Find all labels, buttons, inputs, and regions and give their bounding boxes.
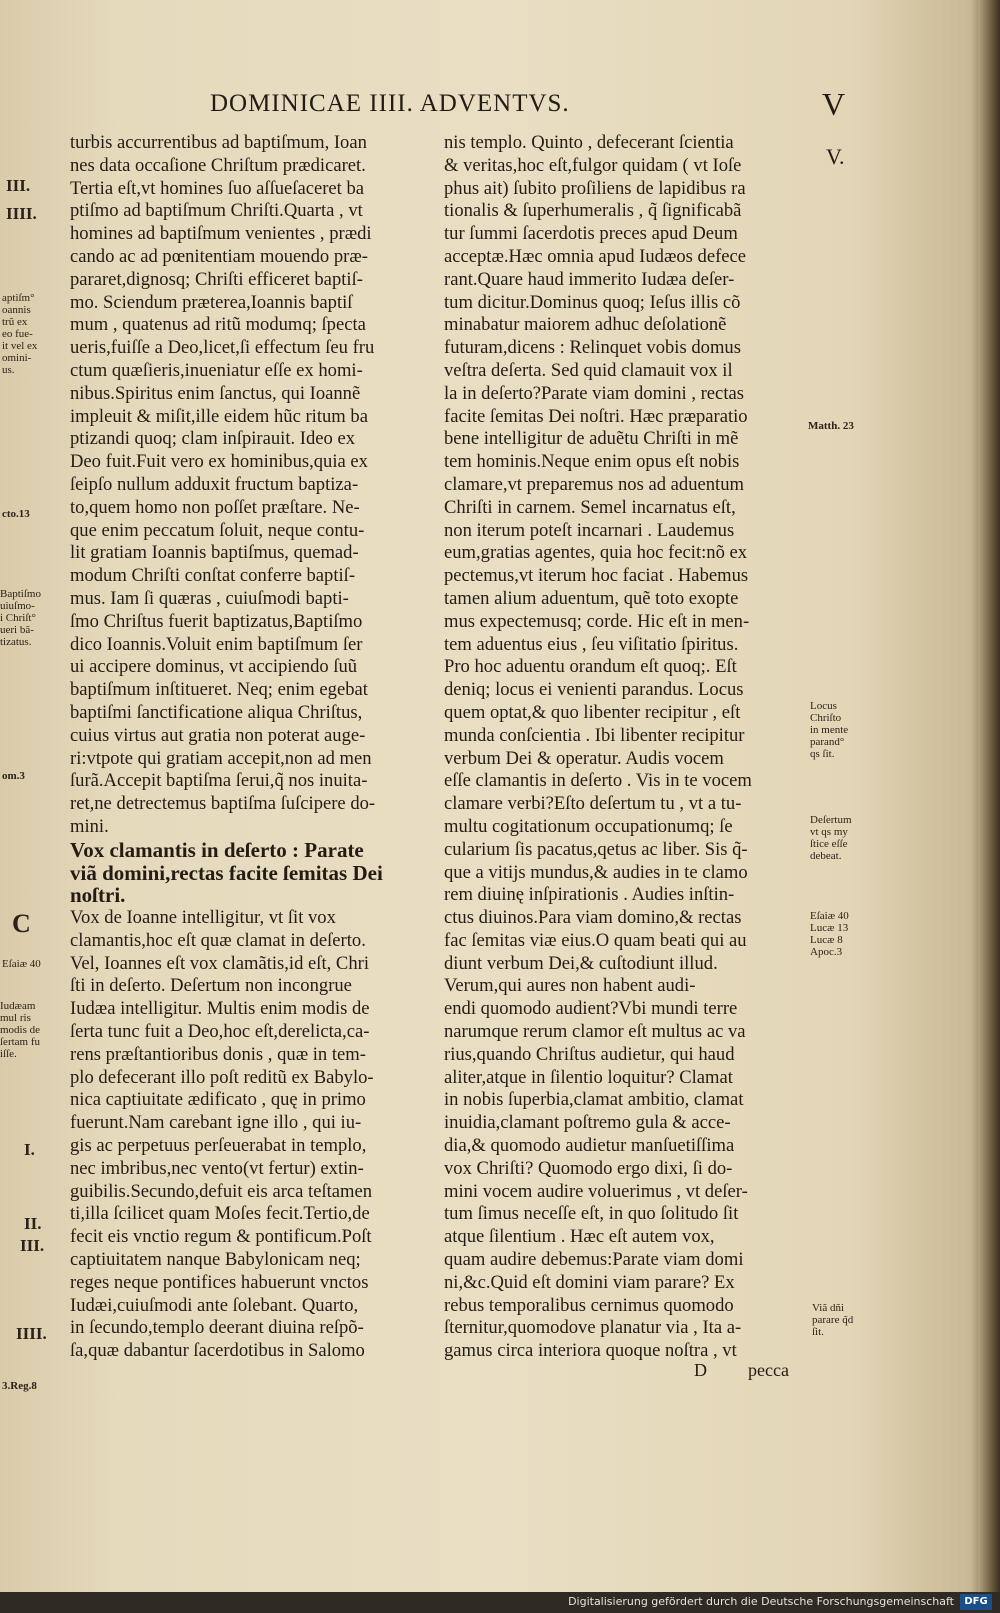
text-line: bene intelligitur de aduẽtu Chriſti in mẽ bbox=[444, 428, 739, 450]
text-line: Verum,qui aures non habent audi- bbox=[444, 975, 696, 997]
text-line: verbum Dei & operatur. Audis vocem bbox=[444, 747, 724, 769]
text-line: ſternitur,quomodove planatur via , Ita a- bbox=[444, 1317, 742, 1339]
text-line: aliter,atque in ſilentio loquitur? Clamat bbox=[444, 1066, 733, 1088]
margin-note-line: Deſertum bbox=[810, 814, 852, 826]
text-line: munda conſcientia . Ibi libenter recipitur bbox=[444, 724, 745, 746]
margin-note-acto: cto.13 bbox=[2, 508, 30, 520]
text-line: baptiſmum inſtitueret. Neq; enim egebat bbox=[70, 679, 368, 701]
text-line: Vel, Ioannes eſt vox clamãtis,id eſt, Chri bbox=[70, 952, 369, 974]
text-line: Iudæi,cuiuſmodi ante ſolebant. Quarto, bbox=[70, 1294, 359, 1316]
margin-numeral-3b: III. bbox=[20, 1236, 45, 1255]
text-line: minabatur maiorem adhuc deſolationẽ bbox=[444, 314, 727, 336]
margin-note-line: i Chriſt° bbox=[0, 612, 36, 624]
text-line: ret,ne detrectemus baptiſma ſuſcipere do- bbox=[70, 793, 376, 815]
text-line: clamantis,hoc eſt quæ clamat in deſerto. bbox=[70, 929, 366, 951]
text-line: ueris,fuiſſe a Deo,licet,ſi effectum ſeu fru bbox=[70, 337, 375, 359]
text-line: homines ad baptiſmum venientes , prædi bbox=[70, 223, 372, 245]
text-line: gamus circa interiora quoque noſtra , vt bbox=[444, 1340, 737, 1362]
text-line: fecit eis vnctio regum & pontificum.Poſt bbox=[70, 1226, 372, 1248]
text-line: Pro hoc aduentu orandum eſt quoq;. Eſt bbox=[444, 656, 737, 678]
text-line: viã domini,rectas facite ſemitas Dei bbox=[70, 861, 383, 885]
margin-note-line: ſtice eſſe bbox=[810, 838, 848, 850]
text-line: captiuitatem nanque Babylonicam neq; bbox=[70, 1249, 361, 1271]
margin-note-line: parare q̃d bbox=[812, 1314, 854, 1326]
text-line: inuidia,clamant poſtremo gula & acce- bbox=[444, 1112, 731, 1134]
text-line: nis templo. Quinto , defecerant ſcientia bbox=[444, 132, 734, 153]
text-line: to,quem homo non poſſet præſtare. Ne- bbox=[70, 496, 360, 518]
text-line: ti,illa ſcilicet quam Moſes fecit.Tertio,de bbox=[70, 1203, 370, 1225]
text-line: atque ſilentium . Hæc eſt autem vox, bbox=[444, 1226, 715, 1248]
text-line: Vox clamantis in deſerto : Parate bbox=[70, 838, 364, 862]
margin-note-line: Iudæam bbox=[0, 1000, 36, 1012]
text-line: ui accipere dominus, vt accipiendo ſuũ bbox=[70, 656, 358, 678]
text-line: tem hominis.Neque enim opus eſt nobis bbox=[444, 451, 740, 473]
text-line: que a vitijs mundus,& audies in te clamo bbox=[444, 861, 748, 883]
margin-note-line: ſit. bbox=[812, 1326, 824, 1338]
text-line: deniq; locus ei venienti parandus. Locus bbox=[444, 679, 744, 701]
text-line: clamare,vt preparemus nos ad aduentum bbox=[444, 473, 744, 495]
text-line: baptiſmi ſanctificatione aliqua Chriſtus, bbox=[70, 701, 363, 723]
text-line: in ſecundo,templo deerant diuina reſpõ- bbox=[70, 1317, 364, 1339]
text-line: turbis accurrentibus ad baptiſmum, Ioan bbox=[70, 132, 367, 153]
footer-credit: Digitalisierung gefördert durch die Deutsche Forschungsgemeinschaft bbox=[568, 1595, 954, 1608]
margin-note-line: iſſe. bbox=[0, 1048, 17, 1060]
text-line: mum , quatenus ad ritũ modumq; ſpecta bbox=[70, 314, 366, 336]
margin-note-matth: Matth. 23 bbox=[808, 420, 854, 432]
text-line: mo. Sciendum præterea,Ioannis baptiſ bbox=[70, 291, 353, 313]
margin-note-baptism bbox=[2, 292, 37, 376]
margin-note-line: it vel ex bbox=[2, 340, 38, 352]
text-line: endi quomodo audient?Vbi mundi terre bbox=[444, 998, 738, 1020]
margin-numeral-2: II. bbox=[24, 1214, 42, 1233]
margin-numeral-4: IIII. bbox=[6, 204, 37, 223]
text-line: ptiſmo ad baptiſmum Chriſti.Quarta , vt bbox=[70, 200, 363, 222]
text-line: guibilis.Secundo,defuit eis arca teſtamen bbox=[70, 1180, 373, 1202]
margin-note-line: Baptiſmo bbox=[0, 588, 41, 600]
margin-note-line: omini- bbox=[2, 352, 32, 364]
margin-note-desertum bbox=[810, 814, 852, 862]
text-line: Tertia eſt,vt homines ſuo aſſueſaceret ba bbox=[70, 177, 365, 199]
margin-note-line: uiuſmo- bbox=[0, 600, 35, 612]
text-line: ſurã.Accepit baptiſma ſerui,q̃ nos inuita- bbox=[70, 770, 368, 792]
text-line: ctum quæſieris,inueniatur eſſe ex homi- bbox=[70, 359, 363, 381]
text-line: eſſe clamantis in deſerto . Vis in te vocem bbox=[444, 770, 752, 792]
text-line: mini vocem audire voluerimus , vt deſer- bbox=[444, 1180, 748, 1202]
text-line: quam audire debemus:Parate viam domi bbox=[444, 1249, 744, 1271]
margin-note-line: parand° bbox=[810, 736, 845, 748]
text-line: lit gratiam Ioannis baptiſmus, quemad- bbox=[70, 542, 359, 564]
margin-note-line: eo fue- bbox=[2, 328, 33, 340]
text-line: nec imbribus,nec vento(vt fertur) extin- bbox=[70, 1157, 364, 1179]
text-line: pararet,dignosq; Chriſti efficeret baptiſ- bbox=[70, 268, 363, 290]
margin-note-line: ueri bã- bbox=[0, 624, 34, 636]
text-line: nica captiuitate ædificato , quę in primo bbox=[70, 1089, 366, 1111]
margin-note-line: Apoc.3 bbox=[810, 946, 843, 958]
margin-note-line: Chriſto bbox=[810, 712, 842, 724]
text-line: ſmo Chriſtus fuerit baptizatus,Baptiſmo bbox=[70, 610, 363, 632]
margin-note-line: Locus bbox=[810, 700, 837, 712]
margin-note-rom: om.3 bbox=[2, 770, 25, 782]
margin-note-line: vt qs my bbox=[810, 826, 848, 838]
text-line: in nobis ſuperbia,clamat ambitio, clamat bbox=[444, 1089, 744, 1111]
text-line: tamen alium aduentum, quẽ toto exopte bbox=[444, 587, 739, 609]
text-line: ctus diuinos.Para viam domino,& rectas bbox=[444, 907, 742, 929]
margin-section-letter: C bbox=[12, 909, 31, 938]
text-line: dia,& quomodo audietur manſuetiſſima bbox=[444, 1135, 735, 1157]
folio-sub-number: V. bbox=[826, 144, 845, 169]
catchword: pecca bbox=[748, 1360, 789, 1380]
text-line: modum Chriſti conſtat conferre baptiſ- bbox=[70, 565, 356, 587]
margin-note-baptism-christi bbox=[0, 588, 41, 648]
text-line: & veritas,hoc eſt,fulgor quidam ( vt Ioſe bbox=[444, 154, 742, 176]
margin-note-iudaea bbox=[0, 1000, 40, 1060]
text-line: eum,gratias agentes, quia hoc fecit:nõ ex bbox=[444, 542, 748, 564]
text-line: diunt verbum Dei,& cuſtodiunt illud. bbox=[444, 952, 718, 974]
signature-mark: D bbox=[694, 1360, 707, 1380]
text-line: pectemus,vt iterum hoc faciat . Habemus bbox=[444, 565, 749, 587]
margin-note-line: ſertam fu bbox=[0, 1036, 41, 1048]
text-line: rant.Quare haud immerito Iudæa deſer- bbox=[444, 268, 735, 290]
margin-note-line: modis de bbox=[0, 1024, 41, 1036]
margin-note-line: oannis bbox=[2, 304, 31, 316]
text-line: Chriſti in carnem. Semel incarnatus eſt, bbox=[444, 496, 736, 518]
text-line: reges neque pontifices habuerunt vnctos bbox=[70, 1271, 369, 1293]
text-line: rius,quando Chriſtus audietur, qui haud bbox=[444, 1043, 735, 1065]
text-line: fuerunt.Nam carebant igne illo , qui iu- bbox=[70, 1112, 362, 1134]
margin-note-line: Lucæ 13 bbox=[810, 922, 849, 934]
margin-note-line: Eſaiæ 40 bbox=[810, 910, 849, 922]
text-line: tem aduentus eius , ſeu viſitatio ſpiritus. bbox=[444, 633, 739, 655]
footer-bar bbox=[0, 1592, 1000, 1613]
text-line: que enim peccatum ſoluit, neque contu- bbox=[70, 519, 365, 541]
dfg-logo: DFG bbox=[960, 1594, 992, 1610]
text-line: impleuit & miſit,ille eidem hũc ritum ba bbox=[70, 405, 368, 427]
page-edge bbox=[978, 0, 1000, 1592]
text-line: rens præſtantioribus donis , quæ in tem- bbox=[70, 1043, 366, 1065]
margin-note-line: in mente bbox=[810, 724, 849, 736]
margin-note-reg: 3.Reg.8 bbox=[2, 1380, 37, 1392]
text-line: cularium ſis pacatus,qetus ac liber. Sis q̃- bbox=[444, 838, 748, 860]
text-line: ſti in deſerto. Deſertum non incongrue bbox=[70, 975, 352, 997]
text-line: gis ac perpetuus perſeuerabat in templo, bbox=[70, 1135, 367, 1157]
text-line: rem diuinę inſpirationis . Audies inſtin- bbox=[444, 884, 735, 906]
margin-note-line: Viã dñi bbox=[812, 1302, 845, 1314]
text-line: rebus temporalibus cernimus quomodo bbox=[444, 1294, 734, 1316]
running-title: DOMINICAE IIII. ADVENTVS. bbox=[210, 90, 570, 117]
text-line: veſtra deſerta. Sed quid clamauit vox il bbox=[444, 359, 733, 381]
margin-numeral-3: III. bbox=[6, 176, 31, 195]
text-line: mini. bbox=[70, 815, 109, 837]
text-line: ſerta tunc fuit a Deo,hoc eſt,derelicta,ca- bbox=[70, 1021, 370, 1043]
text-line: cuius virtus aut gratia non poterat auge- bbox=[70, 724, 366, 746]
margin-note-esaiae: Eſaiæ 40 bbox=[2, 958, 41, 970]
text-line: Deo fuit.Fuit vero ex hominibus,quia ex bbox=[70, 451, 368, 473]
margin-note-locus bbox=[810, 700, 848, 760]
text-line: ni,&c.Quid eſt domini viam parare? Ex bbox=[444, 1271, 735, 1293]
text-line: tum dicitur.Dominus quoq; Ieſus illis cõ bbox=[444, 291, 741, 313]
margin-note-line: debeat. bbox=[810, 850, 842, 862]
text-line: narumque rerum clamor eſt multus ac va bbox=[444, 1021, 746, 1043]
margin-note-line: trũ ex bbox=[2, 316, 28, 328]
text-line: clamare verbi?Eſto deſertum tu , vt a tu- bbox=[444, 793, 742, 815]
running-header bbox=[0, 88, 1000, 128]
text-line: Iudæa intelligitur. Multis enim modis de bbox=[70, 998, 370, 1020]
text-line: ſeipſo nullum adduxit fructum baptiza- bbox=[70, 473, 359, 495]
left-text-column bbox=[70, 132, 430, 1363]
text-line: noſtri. bbox=[70, 884, 126, 908]
text-line: mus expectemusq; corde. Hic eſt in men- bbox=[444, 610, 750, 632]
margin-note-references bbox=[810, 910, 849, 958]
margin-note-line: Lucæ 8 bbox=[810, 934, 843, 946]
margin-note-line: qs ſit. bbox=[810, 748, 835, 760]
text-line: dico Ioannis.Voluit enim baptiſmum ſer bbox=[70, 633, 363, 655]
text-line: fac ſemitas viæ eius.O quam beati qui au bbox=[444, 929, 747, 951]
text-line: non iterum poteſt incarnari . Laudemus bbox=[444, 519, 735, 541]
text-line: quem optat,& quo libenter recipitur , eſt bbox=[444, 701, 741, 723]
margin-note-line: mul ris bbox=[0, 1012, 31, 1024]
text-line: tum ſimus neceſſe eſt, in quo ſolitudo ſit bbox=[444, 1203, 739, 1225]
margin-note-line: us. bbox=[2, 364, 15, 376]
text-line: phus ait) ſubito proſiliens de lapidibus ra bbox=[444, 177, 746, 199]
text-line: futuram,dicens : Relinquet vobis domus bbox=[444, 337, 741, 359]
text-line: la in deſerto?Parate viam domini , rectas bbox=[444, 382, 744, 404]
text-line: ſa,quæ dabantur ſacerdotibus in Salomo bbox=[70, 1340, 365, 1362]
margin-numeral-1: I. bbox=[24, 1140, 35, 1159]
text-line: Vox de Ioanne intelligitur, vt ſit vox bbox=[70, 907, 336, 929]
text-line: multu cogitationum occupationumq; ſe bbox=[444, 815, 733, 837]
text-line: vox Chriſti? Quomodo ergo dixi, ſi do- bbox=[444, 1157, 733, 1179]
margin-note-line: aptiſm° bbox=[2, 292, 35, 304]
text-line: facite ſemitas Dei noſtri. Hæc præparatio bbox=[444, 405, 748, 427]
text-line: ptizandi quoq; clam inſpirauit. Ideo ex bbox=[70, 428, 356, 450]
text-line: nibus.Spiritus enim ſanctus, qui Ioannẽ bbox=[70, 382, 361, 404]
folio-number: V bbox=[822, 86, 846, 122]
text-line: acceptæ.Hæc omnia apud Iudæos defece bbox=[444, 245, 747, 267]
text-line: tionalis & ſuperhumeralis , q̃ ſignificabã bbox=[444, 200, 742, 222]
right-text-column bbox=[444, 132, 794, 1363]
text-line: plo defecerant illo poſt reditũ ex Babylo- bbox=[70, 1066, 374, 1088]
text-line: tur ſummi ſacerdotis preces apud Deum bbox=[444, 223, 738, 245]
margin-note-via bbox=[812, 1302, 853, 1338]
text-line: cando ac ad pœnitentiam mouendo præ- bbox=[70, 245, 368, 267]
margin-numeral-4b: IIII. bbox=[16, 1324, 47, 1343]
text-line: mus. Iam ſi quæras , cuiuſmodi bapti- bbox=[70, 587, 349, 609]
text-line: ri:vtpote qui gratiam accepit,non ad men bbox=[70, 747, 372, 769]
margin-note-line: tizatus. bbox=[0, 636, 32, 648]
text-line: nes data occaſione Chriſtum prædicaret. bbox=[70, 154, 366, 176]
